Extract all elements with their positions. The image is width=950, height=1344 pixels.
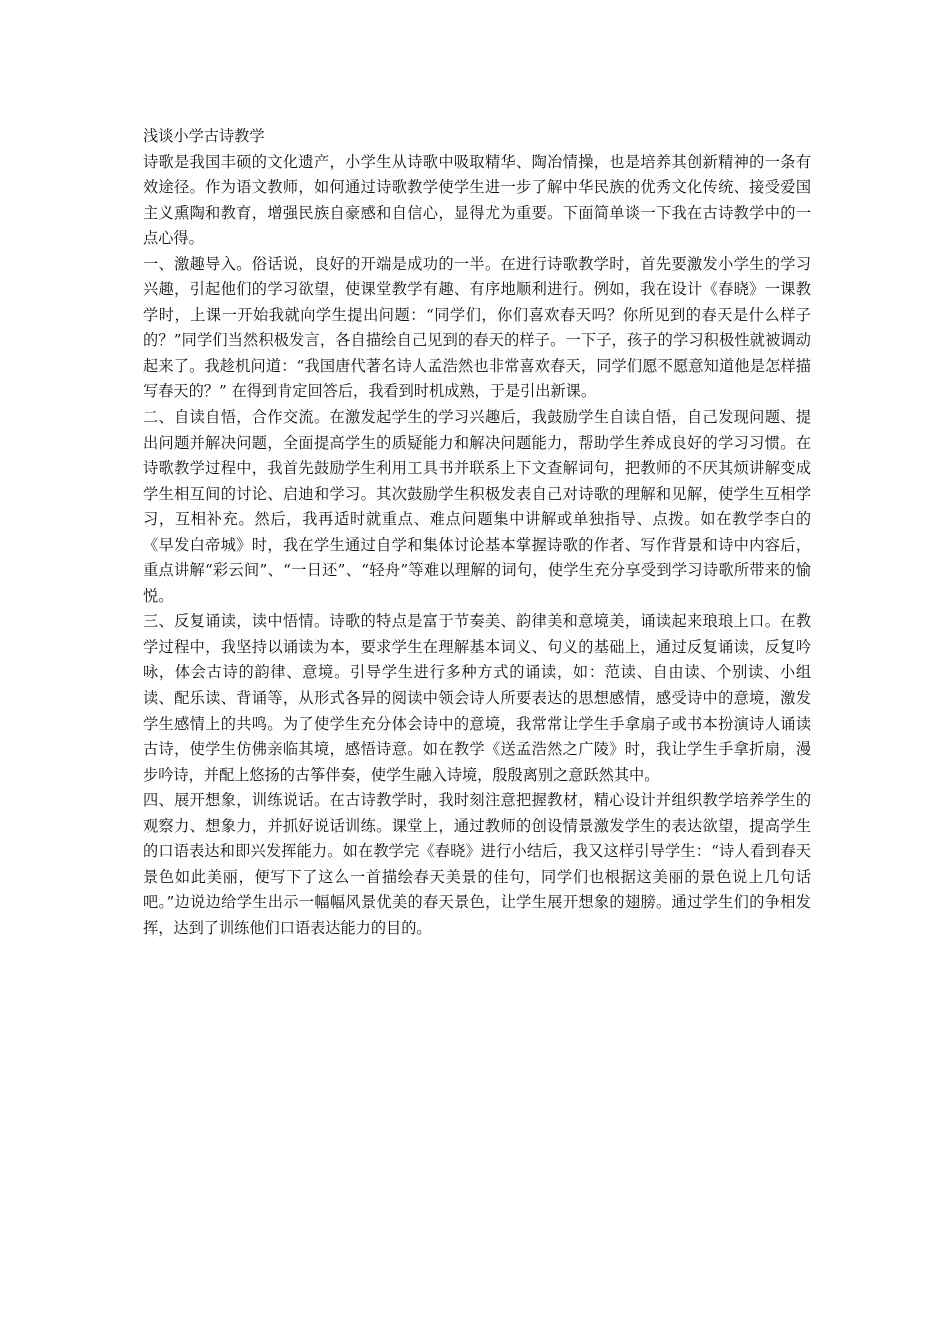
section-3-paragraph: 三、反复诵读，读中悟情。诗歌的特点是富于节奏美、韵律美和意境美，诵读起来琅琅上口。在教学过程中，我坚持以诵读为本，要求学生在理解基本词义、句义的基础上，通过反复诵读，反复吟咏，体会古诗的韵律、意境。引导学生进行多种方式的诵读，如：范读、自由读、个别读、小组读、配乐读、背诵等，从形式各异的阅读中领会诗人所要表达的思想感情，感受诗中的意境，激发学生感情上的共鸣。为了使学生充分体会诗中的意境，我常常让学生手拿扇子或书本扮演诗人诵读古诗，使学生仿佛亲临其境，感悟诗意。如在教学《送孟浩然之广陵》时，我让学生手拿折扇，漫步吟诗，并配上悠扬的古筝伴奏，使学生融入诗境，殷殷离别之意跃然其中。	[143, 612, 811, 784]
intro-paragraph: 诗歌是我国丰硕的文化遗产，小学生从诗歌中吸取精华、陶冶情操，也是培养其创新精神的一条有效途径。作为语文教师，如何通过诗歌教学使学生进一步了解中华民族的优秀文化传统、接受爱国主义熏陶和教育，增强民族自豪感和自信心，显得尤为重要。下面简单谈一下我在古诗教学中的一点心得。	[143, 152, 811, 248]
section-1-paragraph: 一、激趣导入。俗话说，良好的开端是成功的一半。在进行诗歌教学时，首先要激发小学生的学习兴趣，引起他们的学习欲望，使课堂教学有趣、有序地顺利进行。例如，我在设计《春晓》一课教学时，上课一开始我就向学生提出问题：“同学们，你们喜欢春天吗？你所见到的春天是什么样子的？”同学们当然积极发言，各自描绘自己见到的春天的样子。一下子，孩子的学习积极性就被调动起来了。我趁机问道：“我国唐代著名诗人孟浩然也非常喜欢春天，同学们愿不愿意知道他是怎样描写春天的？” 在得到肯定回答后，我看到时机成熟，于是引出新课。	[143, 254, 811, 401]
section-4-paragraph: 四、展开想象，训练说话。在古诗教学时，我时刻注意把握教材，精心设计并组织教学培养学生的观察力、想象力，并抓好说话训练。课堂上，通过教师的创设情景激发学生的表达欲望，提高学生的口语表达和即兴发挥能力。如在教学完《春晓》进行小结后，我又这样引导学生：“诗人看到春天景色如此美丽，便写下了这么一首描绘春天美景的佳句，同学们也根据这美丽的景色说上几句话吧。”边说边给学生出示一幅幅风景优美的春天景色，让学生展开想象的翅膀。通过学生们的争相发挥，达到了训练他们口语表达能力的目的。	[143, 791, 811, 937]
document-title: 浅谈小学古诗教学	[143, 127, 265, 145]
section-2-paragraph: 二、自读自悟，合作交流。在激发起学生的学习兴趣后，我鼓励学生自读自悟，自己发现问题、提出问题并解决问题，全面提高学生的质疑能力和解决问题能力，帮助学生养成良好的学习习惯。在诗歌教学过程中，我首先鼓励学生利用工具书并联系上下文查解词句，把教师的不厌其烦讲解变成学生相互间的讨论、启迪和学习。其次鼓励学生积极发表自己对诗歌的理解和见解，使学生互相学习，互相补充。然后，我再适时就重点、难点问题集中讲解或单独指导、点拨。如在教学李白的《早发白帝城》时，我在学生通过自学和集体讨论基本掌握诗歌的作者、写作背景和诗中内容后，重点讲解“彩云间”、“一日还”、“轻舟”等难以理解的词句，使学生充分享受到学习诗歌所带来的愉悦。	[143, 408, 811, 605]
document-body	[143, 124, 811, 942]
